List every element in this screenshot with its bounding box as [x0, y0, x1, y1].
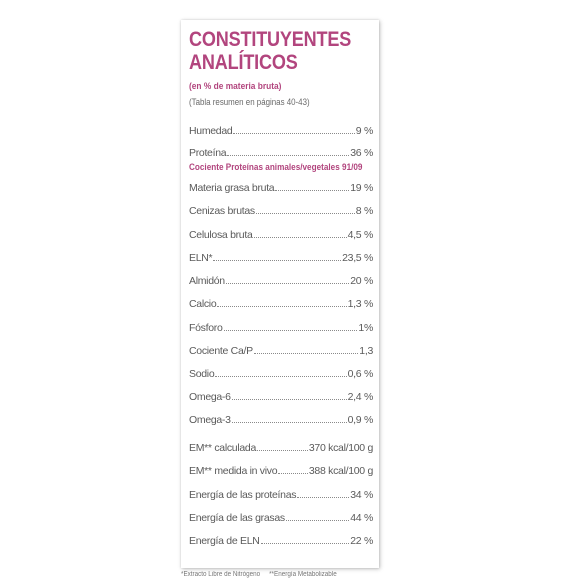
nutrient-row-materia-grasa: [189, 180, 373, 194]
nutrient-label: Sodio: [189, 368, 215, 380]
nutrient-value: 23,5 %: [342, 252, 373, 264]
nutrient-value: 2,4 %: [347, 391, 373, 403]
nutrient-row-omega-3: [189, 412, 373, 426]
dot-leader: [286, 520, 349, 521]
nutrient-label: Fósforo: [189, 322, 223, 334]
dot-leader: [254, 237, 347, 238]
protein-ratio-heading: Cociente Proteínas animales/vegetales 91/09: [189, 162, 363, 173]
nutrient-value: 1%: [358, 322, 373, 334]
dot-leader: [217, 306, 346, 307]
nutrient-label: Cociente Ca/P: [189, 345, 253, 357]
nutrient-value: 0,6 %: [347, 368, 373, 380]
nutrient-value: 19 %: [350, 182, 373, 194]
nutrient-value: 1,3: [359, 345, 373, 357]
nutrient-value: 388 kcal/100 g: [308, 465, 373, 477]
footnote-em: **Energía Metabolizable: [269, 571, 337, 578]
nutrient-row-em-calculada: [189, 440, 373, 454]
dot-leader: [233, 133, 354, 134]
nutrient-row-energia-proteinas: [189, 487, 373, 501]
nutrient-label: Celulosa bruta: [189, 229, 253, 241]
nutrient-label: Almidón: [189, 275, 225, 287]
nutrient-row-celulosa: [189, 227, 373, 241]
nutrient-value: 36 %: [350, 147, 373, 159]
nutrient-value: 8 %: [355, 205, 373, 217]
dot-leader: [232, 399, 347, 400]
nutrient-row-eln: [189, 250, 373, 264]
nutrient-row-humedad: [189, 123, 373, 137]
panel-title-line-2: ANALÍTICOS: [189, 51, 298, 74]
nutrient-value: 34 %: [350, 489, 373, 501]
nutrient-row-almidon: [189, 273, 373, 287]
dot-leader: [227, 155, 349, 156]
nutrient-label: Energía de las grasas: [189, 512, 285, 524]
nutrient-value: 22 %: [350, 535, 373, 547]
dot-leader: [275, 190, 349, 191]
dot-leader: [256, 213, 355, 214]
nutrient-value: 20 %: [350, 275, 373, 287]
nutrient-label: Energía de las proteínas: [189, 489, 297, 501]
nutrient-value: 44 %: [350, 512, 373, 524]
nutrient-label: Humedad: [189, 125, 233, 137]
dot-leader: [226, 283, 349, 284]
dot-leader: [278, 473, 308, 474]
nutrient-row-cociente-ca-p: [189, 343, 373, 357]
dot-leader: [261, 543, 350, 544]
nutrient-label: Calcio: [189, 298, 217, 310]
nutrient-row-omega-6: [189, 389, 373, 403]
footnotes: [181, 571, 337, 578]
nutrient-row-calcio: [189, 296, 373, 310]
dot-leader: [232, 422, 347, 423]
dot-leader: [257, 450, 308, 451]
nutrient-label: Materia grasa bruta: [189, 182, 275, 194]
nutrient-label: EM** medida in vivo: [189, 465, 278, 477]
dot-leader: [297, 497, 349, 498]
footnote-eln: *Extracto Libre de Nitrógeno: [181, 571, 261, 578]
nutrient-label: Proteína: [189, 147, 227, 159]
panel-title-line-1: CONSTITUYENTES: [189, 28, 352, 51]
dot-leader: [213, 260, 341, 261]
nutrient-label: Omega-6: [189, 391, 231, 403]
nutrient-value: 1,3 %: [347, 298, 373, 310]
dot-leader: [215, 376, 346, 377]
nutrient-row-fosforo: [189, 320, 373, 334]
nutrient-value: 9 %: [355, 125, 373, 137]
nutrient-row-proteina: [189, 145, 373, 159]
nutrient-row-energia-eln: [189, 533, 373, 547]
panel-title: [189, 28, 351, 74]
nutrient-label: EM** calculada: [189, 442, 257, 454]
dot-leader: [224, 330, 358, 331]
nutrient-value: 4,5 %: [347, 229, 373, 241]
nutrient-row-em-in-vivo: [189, 463, 373, 477]
nutrient-label: Cenizas brutas: [189, 205, 255, 217]
nutrient-row-cenizas: [189, 203, 373, 217]
nutrient-value: 0,9 %: [347, 414, 373, 426]
panel-subtitle: (en % de materia bruta): [189, 81, 282, 92]
nutrient-row-sodio: [189, 366, 373, 380]
nutrient-label: ELN*: [189, 252, 213, 264]
nutrient-label: Energía de ELN: [189, 535, 260, 547]
table-reference-note: (Tabla resumen en páginas 40-43): [189, 97, 310, 107]
nutrient-value: 370 kcal/100 g: [308, 442, 373, 454]
nutrient-row-energia-grasas: [189, 510, 373, 524]
dot-leader: [254, 353, 358, 354]
nutrient-label: Omega-3: [189, 414, 231, 426]
